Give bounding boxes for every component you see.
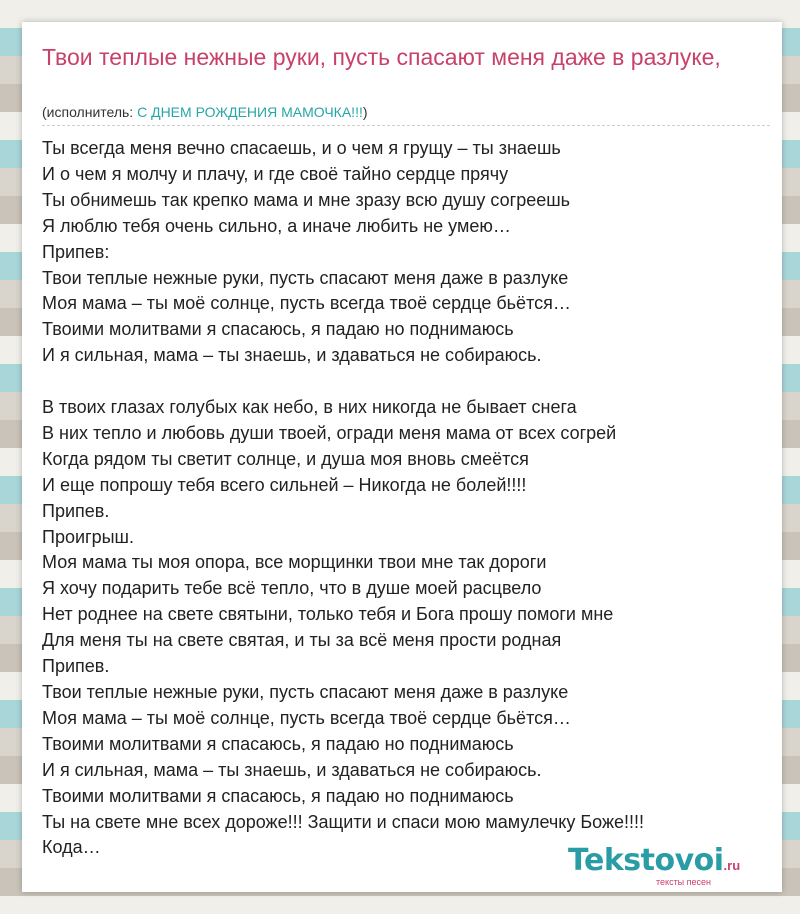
lyric-line: Припев. (42, 656, 110, 677)
lyric-line: Я хочу подарить тебе всё тепло, что в душе моей расцвело (42, 578, 542, 599)
lyric-line: Твоими молитвами я спасаюсь, я падаю но поднимаюсь (42, 785, 514, 806)
site-logo[interactable] (568, 844, 778, 886)
lyric-line: Когда рядом ты светит солнце, и душа моя вновь смеётся (42, 448, 529, 469)
performer-link[interactable]: С ДНЕМ РОЖДЕНИЯ МАМОЧКА!!! (137, 104, 363, 120)
song-title: Твои теплые нежные руки, пусть спасают меня даже в разлуке, (42, 44, 721, 70)
lyric-line: Припев: (42, 241, 110, 262)
lyric-line: Кода… (42, 837, 101, 858)
lyric-line: Моя мама – ты моё солнце, пусть всегда твоё сердце бьётся… (42, 293, 571, 314)
lyric-line: Моя мама – ты моё солнце, пусть всегда твоё сердце бьётся… (42, 707, 571, 728)
lyric-line: Твоими молитвами я спасаюсь, я падаю но поднимаюсь (42, 319, 514, 340)
lyric-line: Твоими молитвами я спасаюсь, я падаю но поднимаюсь (42, 733, 514, 754)
lyric-line: Твои теплые нежные руки, пусть спасают меня даже в разлуке (42, 682, 569, 703)
lyrics-card (22, 22, 782, 892)
lyric-line: Ты на свете мне всех дороже!!! Защити и спаси мою мамулечку Боже!!!! (42, 811, 645, 832)
lyric-line: Моя мама ты моя опора, все морщинки твои мне так дороги (42, 552, 547, 573)
lyric-line: Нет роднее на свете святыни, только тебя и Бога прошу помоги мне (42, 604, 614, 625)
logo-wordmark: Tekstovoi (568, 843, 724, 878)
logo-tagline: тексты песен (656, 877, 712, 887)
lyric-line: И еще попрошу тебя всего сильней – Никогда не болей!!!! (42, 474, 527, 495)
logo-domain: .ru (723, 858, 741, 873)
lyric-line: Ты всегда меня вечно спасаешь, и о чем я грущу – ты знаешь (42, 138, 561, 158)
lyric-line: И я сильная, мама – ты знаешь, и здаваться не собираюсь. (42, 759, 542, 780)
performer-line (42, 104, 368, 120)
lyrics-text (42, 136, 772, 861)
lyric-line: В них тепло и любовь души твоей, огради меня мама от всех согрей (42, 422, 617, 443)
lyric-line: И о чем я молчу и плачу, и где своё тайно сердце прячу (42, 163, 509, 184)
lyric-line: Проигрыш. (42, 526, 134, 547)
lyric-line: Припев. (42, 500, 110, 521)
performer-close: ) (362, 104, 368, 120)
lyric-line: И я сильная, мама – ты знаешь, и здаваться не собираюсь. (42, 345, 542, 366)
lyric-line: Я люблю тебя очень сильно, а иначе любить не умею… (42, 215, 511, 236)
lyric-line: Для меня ты на свете святая, и ты за всё меня прости родная (42, 630, 562, 651)
stanza-break (42, 369, 772, 395)
lyric-line: Твои теплые нежные руки, пусть спасают меня даже в разлуке (42, 267, 569, 288)
divider (42, 125, 770, 126)
lyric-line: В твоих глазах голубых как небо, в них никогда не бывает снега (42, 397, 577, 418)
performer-label: (исполнитель: (42, 104, 138, 120)
lyric-line: Ты обнимешь так крепко мама и мне зразу всю душу согреешь (42, 189, 571, 210)
